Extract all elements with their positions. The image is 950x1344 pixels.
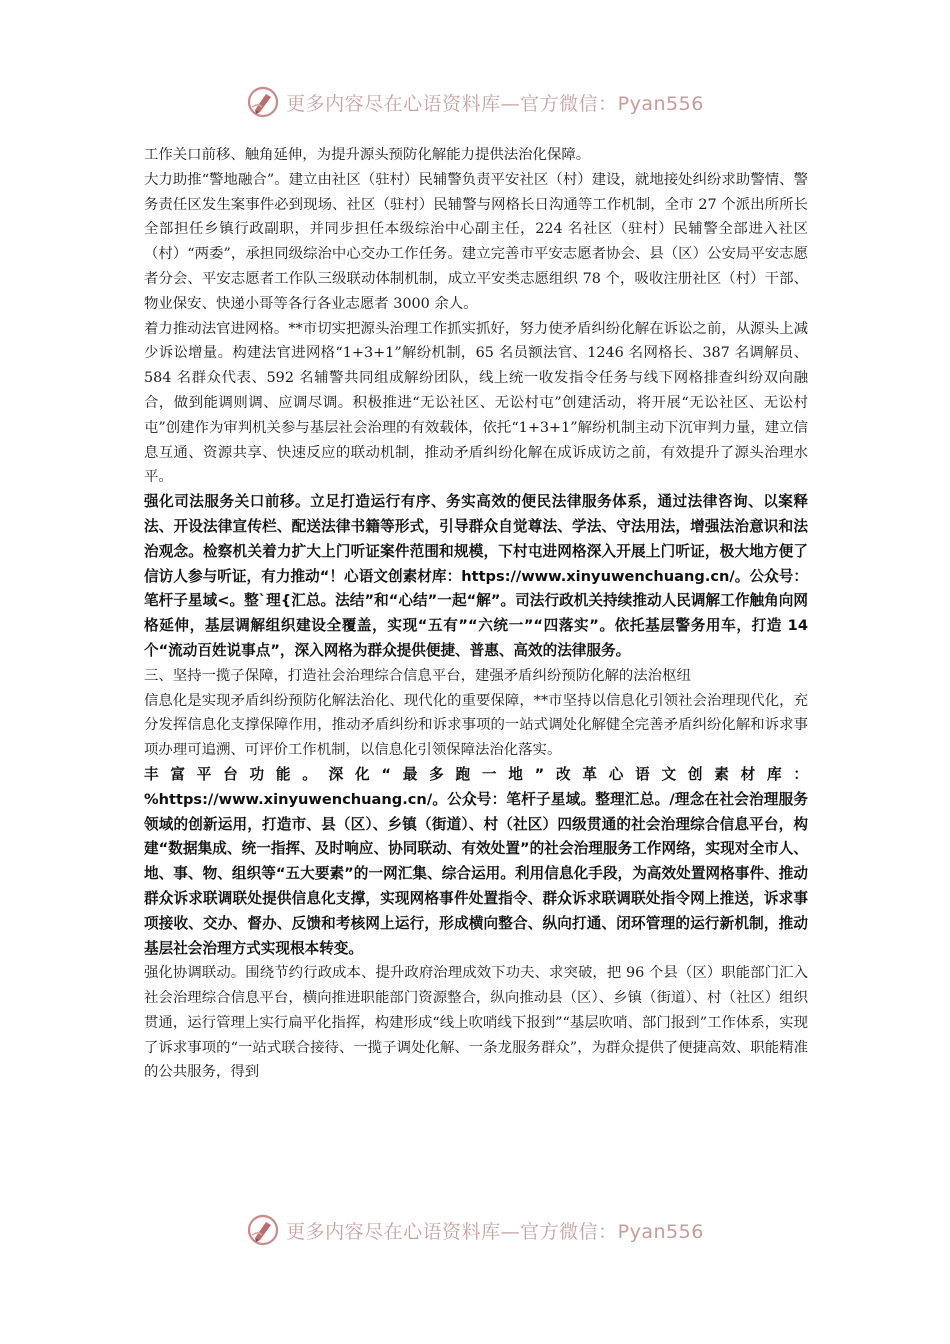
- paragraph: 大力助推“警地融合”。建立由社区（驻村）民辅警负责平安社区（村）建设，就地接处纠纷求助警情、警务责任区发生案事件必到现场、社区（驻村）民辅警与网格长日沟通等工作机制，全市 27 个派出所所长全部担任乡镇行政副职，并同步担任本级综治中心副主任，224 名社区（驻村）民辅警全部进入社区（村）“两委”，承担同级综治中心交办工作任务。建立完善市平安志愿者协会、县（区）公安局平安志愿者分会、平安志愿者工作队三级联动体制机制，成立平安类志愿组织 78 个，吸收注册社区（村）干部、物业保安、快递小哥等各行各业志愿者 3000 余人。: [144, 171, 808, 312]
- pen-nib-logo-icon: [246, 85, 280, 119]
- paragraph-bold: 强化司法服务关口前移。立足打造运行有序、务实高效的便民法律服务体系，通过法律咨询、以案释法、开设法律宣传栏、配送法律书籍等形式，引导群众自觉尊法、学法、守法用法，增强法治意识和法治观念。检察机关着力扩大上门听证案件范围和规模，下村屯进网格深入开展上门听证，极大地方便了信访人参与听证，有力推动“！心语文创素材库：https://www.xinyuwenchuang.cn/。公众号：笔杆子星域<。整`理{汇总。法结”和“心结”一起“解”。司法行政机关持续推动人民调解工作触角向网格延伸，基层调解组织建设全覆盖，实现“五有”“六统一”“四落实”。依托基层警务用车，打造 14 个“流动百姓说事点”，深入网格为群众提供便捷、普惠、高效的法律服务。: [144, 493, 808, 659]
- paragraph: 工作关口前移、触角延伸，为提升源头预防化解能力提供法治化保障。: [144, 147, 591, 163]
- section-heading: 三、坚持一揽子保障，打造社会治理综合信息平台，建强矛盾纠纷预防化解的法治枢纽: [144, 667, 691, 684]
- footer-watermark-banner: [0, 1208, 950, 1252]
- document-body: [144, 143, 808, 1085]
- paragraph: 着力推动法官进网格。**市切实把源头治理工作抓实抓好，努力使矛盾纠纷化解在诉讼之前，从源头上减少诉讼增量。构建法官进网格“1+3+1”解纷机制，65 名员额法官、1246 名网格长、387 名调解员、584 名群众代表、592 名辅警共同组成解纷团队，线上统一收发指令任务与线下网格排查纠纷双向融合，做到能调则调、应调尽调。积极推进“无讼社区、无讼村屯”创建活动，将开展“无讼社区、无讼村屯”创建作为审判机关参与基层社会治理的有效载体，依托“1+3+1”解纷机制主动下沉审判力量，建立信息互通、资源共享、快速反应的联动机制，推动矛盾纠纷化解在成诉成访之前，有效提升了源头治理水平。: [144, 320, 808, 486]
- paragraph-bold: 丰富平台功能。深化“最多跑一地”改革心语文创素材库：%https://www.xinyuwenchuang.cn/。公众号：笔杆子星域。整理汇总。/理念在社会治理服务领域的创新运用，打造市、县（区）、乡镇（街道）、村（社区）四级贯通的社会治理综合信息平台，构建“数据集成、统一指挥、及时响应、协同联动、有效处置”的社会治理服务工作网络，实现对全市人、地、事、物、组织等“五大要素”的一网汇集、综合运用。利用信息化手段，为高效处置网格事件、推动群众诉求联调联处提供信息化支撑，实现网格事件处置指令、群众诉求联调联处指令网上推送，诉求事项接收、交办、督办、反馈和考核网上运行，形成横向整合、纵向打通、闭环管理的运行新机制，推动基层社会治理方式实现根本转变。: [144, 765, 808, 957]
- banner-text: 更多内容尽在心语资料库—官方微信：Pyan556: [286, 92, 704, 115]
- paragraph: 信息化是实现矛盾纠纷预防化解法治化、现代化的重要保障，**市坚持以信息化引领社会治理现代化，充分发挥信息化支撑保障作用，推动矛盾纠纷和诉求事项的一站式调处化解健全完善矛盾纠纷化解和诉求事项办理可追溯、可评价工作机制，以信息化引领保障法治化落实。: [144, 692, 808, 759]
- banner-text: 更多内容尽在心语资料库—官方微信：Pyan556: [286, 1220, 704, 1243]
- header-watermark-banner: [0, 80, 950, 124]
- paragraph: 强化协调联动。围绕节约行政成本、提升政府治理成效下功夫、求突破，把 96 个县（区）职能部门汇入社会治理综合信息平台，横向推进职能部门资源整合，纵向推动县（区）、乡镇（街道）、村（社区）组织贯通，运行管理上实行扁平化指挥，构建形成“线上吹哨线下报到”“基层吹哨、部门报到”工作体系，实现了诉求事项的“一站式联合接待、一揽子调处化解、一条龙服务群众”，为群众提供了便捷高效、职能精准的公共服务，得到: [144, 965, 808, 1081]
- pen-nib-logo-icon: [246, 1213, 280, 1247]
